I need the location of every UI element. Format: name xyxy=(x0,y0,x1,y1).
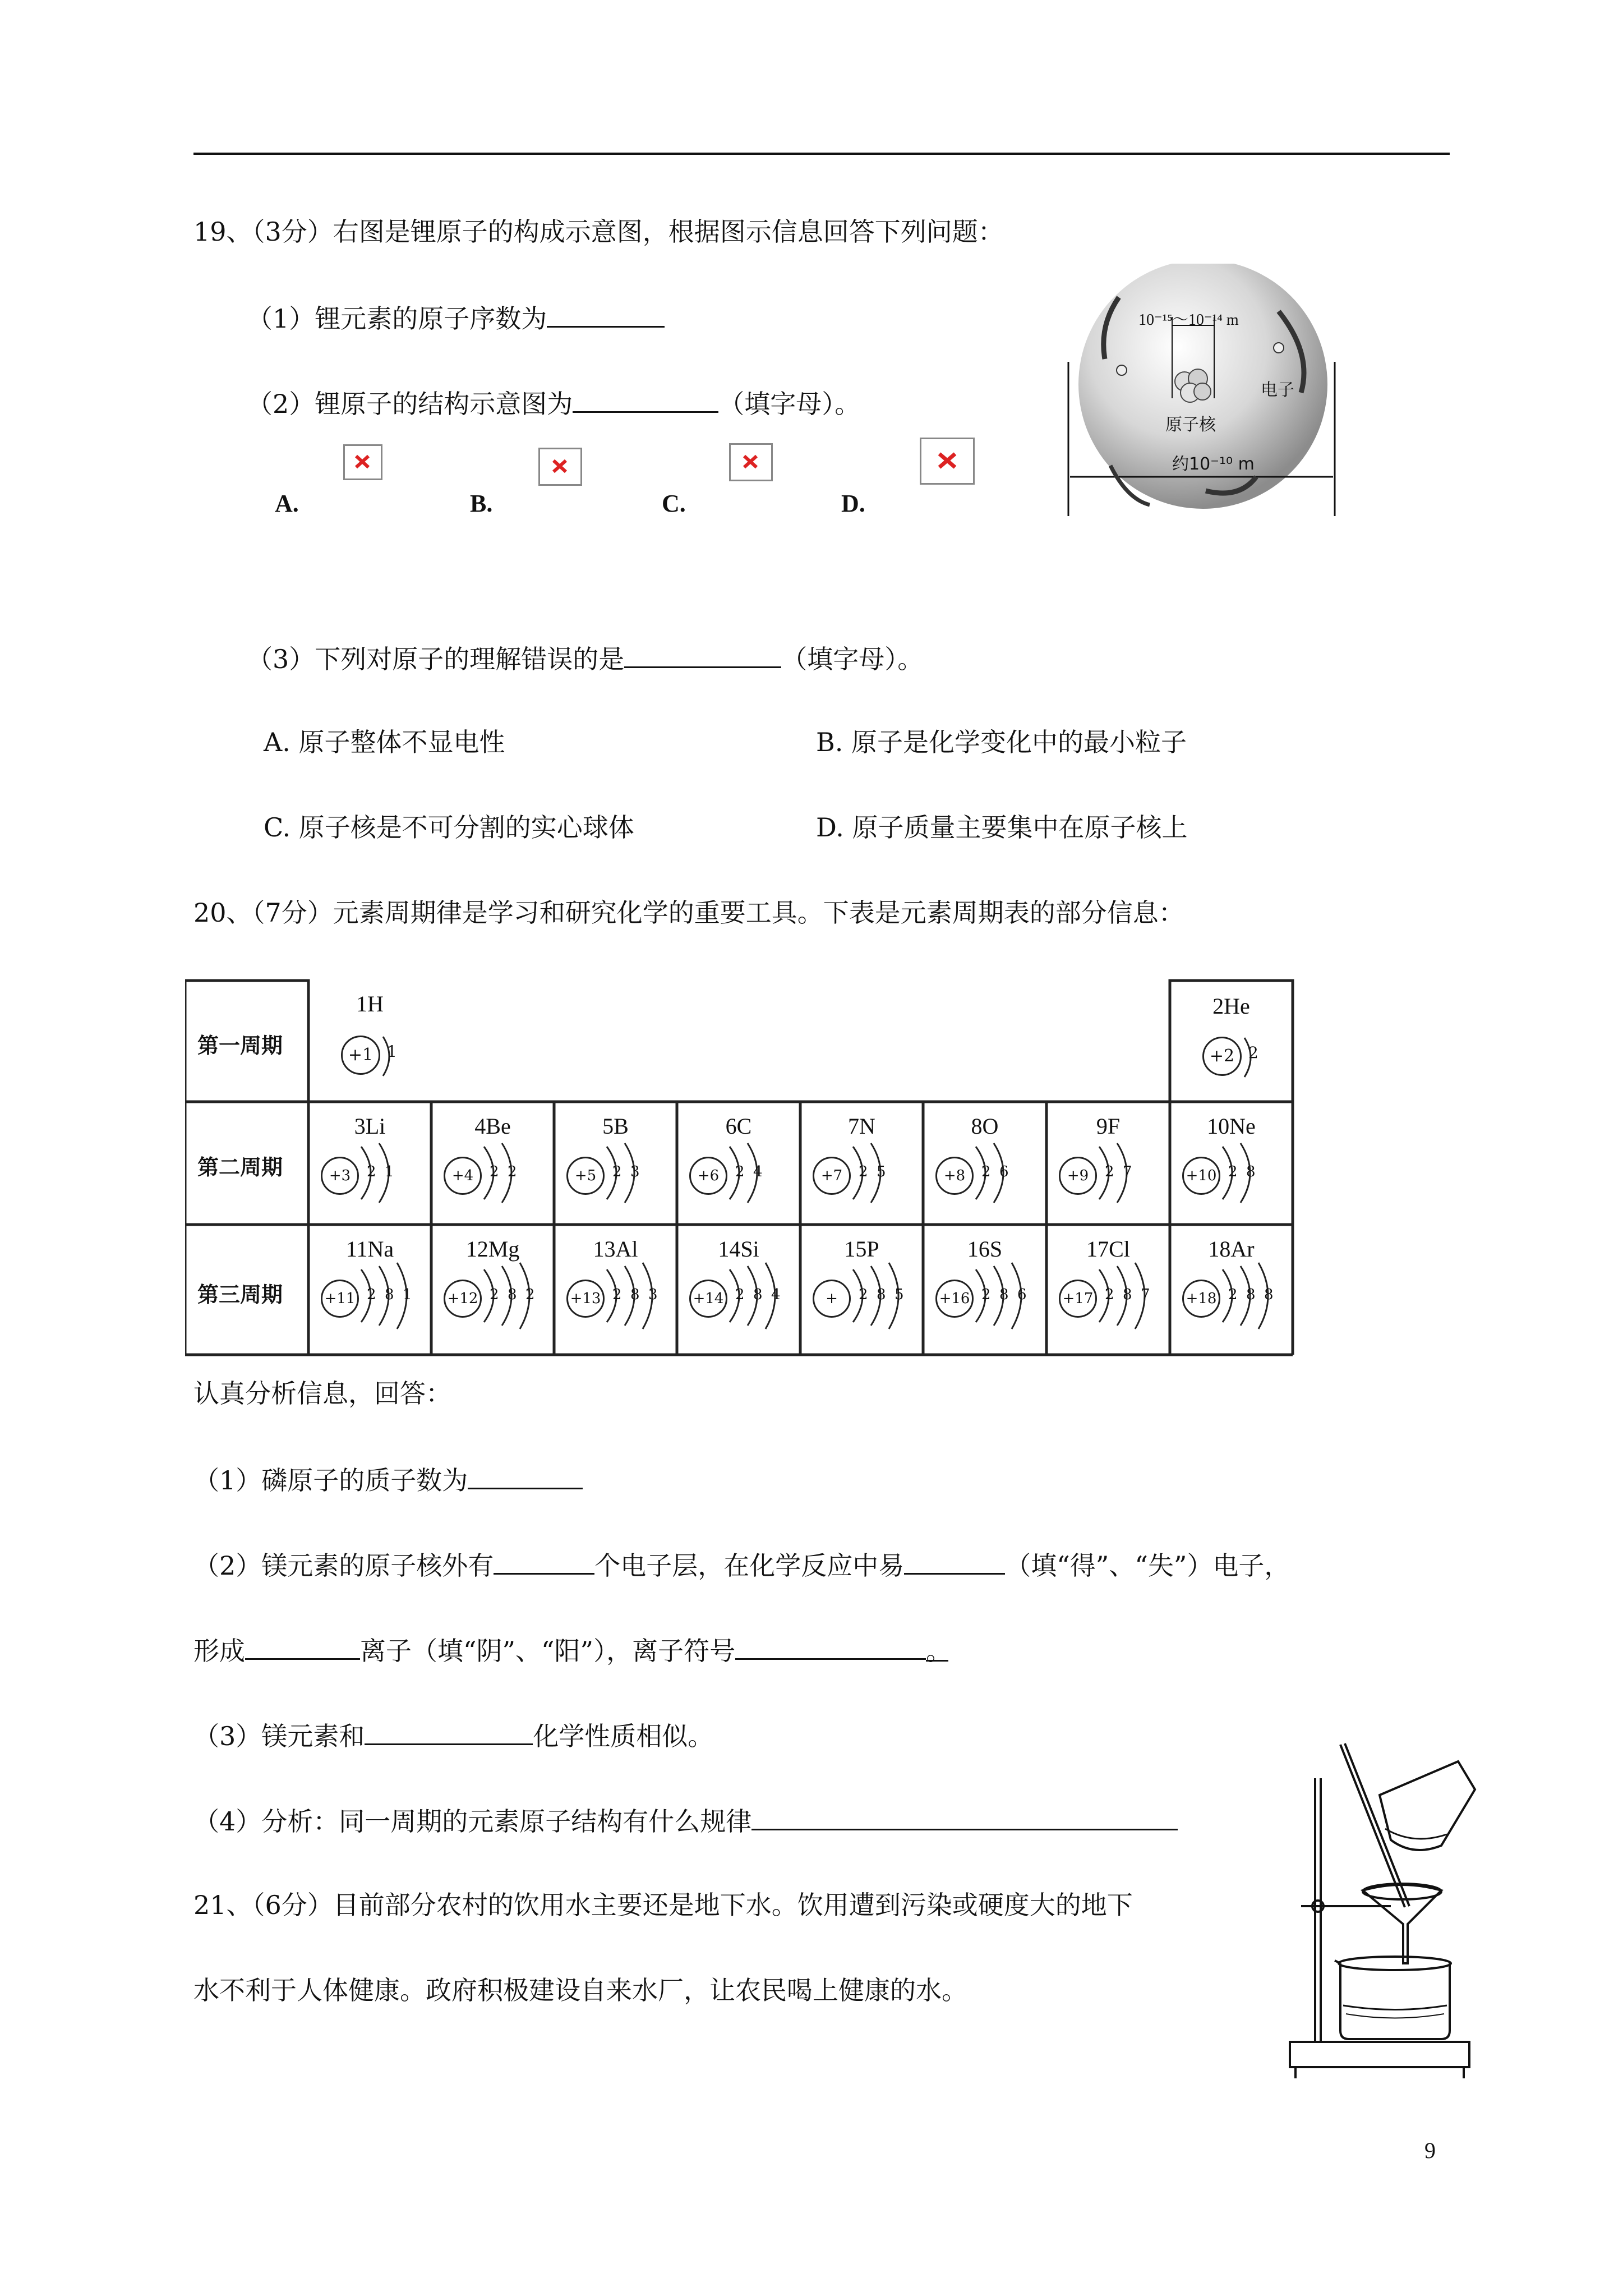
element-cell xyxy=(800,1102,923,1225)
shell-count: 8 xyxy=(508,1286,517,1303)
q20-part2-cont: 形成 离子（填“阴”、“阳”），离子符号 。 xyxy=(193,1632,948,1668)
shell-count: 5 xyxy=(877,1163,886,1180)
element-symbol: 17Cl xyxy=(1086,1236,1130,1262)
shell-count: 3 xyxy=(648,1286,658,1303)
q19-choice-d: D. 原子质量主要集中在原子核上 xyxy=(816,812,1188,843)
row-label-period1: 第一周期 xyxy=(197,1033,283,1058)
shell-count: 2 xyxy=(859,1163,868,1180)
answer-blank[interactable] xyxy=(245,1632,360,1660)
element-symbol: 5B xyxy=(602,1114,629,1139)
element-symbol: 8O xyxy=(971,1114,999,1139)
shell-count: 2 xyxy=(859,1286,868,1303)
answer-blank[interactable] xyxy=(573,385,718,413)
shell-count: 1 xyxy=(403,1286,412,1303)
nucleus-circle: +3 xyxy=(321,1157,359,1195)
shell-count: 2 xyxy=(1228,1286,1238,1303)
element-cell xyxy=(431,1225,554,1355)
shell-count: 7 xyxy=(1141,1286,1150,1303)
q19-choice-c: C. 原子核是不可分割的实心球体 xyxy=(264,812,634,843)
element-symbol: 12Mg xyxy=(465,1236,520,1262)
shell-count: 2 xyxy=(735,1286,745,1303)
nucleus-circle: +11 xyxy=(321,1280,359,1318)
nucleus-circle: +10 xyxy=(1182,1157,1220,1195)
shell-count: 8 xyxy=(753,1286,763,1303)
shell-count: 2 xyxy=(490,1163,499,1180)
element-symbol: 15P xyxy=(844,1236,879,1262)
nucleus-circle: +1 xyxy=(341,1036,380,1075)
nucleus-circle: +2 xyxy=(1202,1037,1242,1076)
shell-count: 2 xyxy=(525,1286,535,1303)
element-cell xyxy=(923,1102,1046,1225)
q21-line2: 水不利于人体健康。政府积极建设自来水厂，让农民喝上健康的水。 xyxy=(193,1975,967,2005)
shell-count: 2 xyxy=(367,1286,376,1303)
element-symbol: 1H xyxy=(356,991,384,1016)
shell-count: 8 xyxy=(877,1286,886,1303)
shell-count: 2 xyxy=(508,1163,517,1180)
period-mark: 。 xyxy=(926,1634,948,1662)
q20-analyze: 认真分析信息，回答： xyxy=(193,1378,451,1409)
answer-blank[interactable] xyxy=(365,1718,533,1745)
shell-count: 4 xyxy=(771,1286,781,1303)
answer-blank[interactable] xyxy=(494,1547,594,1575)
element-symbol: 9F xyxy=(1096,1114,1121,1139)
shell-count: 2 xyxy=(1105,1163,1114,1180)
answer-blank[interactable] xyxy=(735,1632,926,1660)
element-symbol: 6C xyxy=(725,1114,752,1139)
shell-count: 2 xyxy=(367,1163,376,1180)
shell-count: 6 xyxy=(1017,1286,1027,1303)
q19-stem: 19、（3分）右图是锂原子的构成示意图，根据图示信息回答下列问题： xyxy=(193,217,1004,247)
shell-count: 8 xyxy=(1246,1286,1256,1303)
header-rule xyxy=(193,153,1450,155)
shell-count: 8 xyxy=(385,1286,394,1303)
lithium-atom-figure xyxy=(1066,264,1357,527)
answer-blank[interactable] xyxy=(547,300,665,328)
element-cell xyxy=(677,1102,800,1225)
broken-image-icon xyxy=(343,444,382,480)
shell-count: 5 xyxy=(895,1286,904,1303)
element-cell xyxy=(923,1225,1046,1355)
element-symbol: 16S xyxy=(967,1236,1003,1262)
q20-part2: （2）镁元素的原子核外有 个电子层，在化学反应中易 （填“得”、“失”）电子， xyxy=(193,1547,1290,1582)
element-cell-he xyxy=(1170,981,1293,1102)
periodic-table xyxy=(185,979,1307,1360)
element-cell xyxy=(431,1102,554,1225)
shell-count: 2 xyxy=(1105,1286,1114,1303)
broken-image-icon xyxy=(538,448,582,486)
element-symbol: 14Si xyxy=(718,1236,759,1262)
nucleus-circle: +14 xyxy=(689,1280,727,1318)
nucleus-label: 原子核 xyxy=(1165,415,1216,435)
nucleus-circle: +9 xyxy=(1059,1157,1097,1195)
q19-choice-a: A. 原子整体不显电性 xyxy=(264,727,505,757)
shell-count: 2 xyxy=(981,1163,991,1180)
element-symbol: 10Ne xyxy=(1207,1114,1256,1139)
answer-blank[interactable] xyxy=(468,1462,583,1489)
element-cell xyxy=(554,1225,677,1355)
nucleus-circle: +18 xyxy=(1182,1280,1220,1318)
shell-count: 2 xyxy=(981,1286,991,1303)
element-cell xyxy=(800,1225,923,1355)
element-cell xyxy=(1046,1102,1170,1225)
shell-count: 8 xyxy=(1123,1286,1132,1303)
element-cell xyxy=(677,1225,800,1355)
shell-count: 8 xyxy=(999,1286,1009,1303)
element-symbol: 3Li xyxy=(354,1114,386,1139)
nucleus-circle: +8 xyxy=(935,1157,974,1195)
nucleus-size-label: 10⁻¹⁵～10⁻¹⁴ m xyxy=(1138,311,1239,329)
nucleus-circle: +17 xyxy=(1059,1280,1097,1318)
nucleus-circle: +5 xyxy=(566,1157,605,1195)
element-symbol: 11Na xyxy=(345,1236,394,1262)
q20-part1: （1）磷原子的质子数为 xyxy=(193,1462,583,1497)
q19-choice-b: B. 原子是化学变化中的最小粒子 xyxy=(816,727,1187,757)
shell-count: 2 xyxy=(1228,1163,1238,1180)
shell-count: 6 xyxy=(999,1163,1009,1180)
shell-count: 2 xyxy=(735,1163,745,1180)
shell-count: 2 xyxy=(612,1286,622,1303)
page-number: 9 xyxy=(1424,2138,1436,2163)
answer-blank[interactable] xyxy=(904,1547,1005,1575)
shell-count: 2 xyxy=(1248,1043,1258,1062)
element-cell xyxy=(1170,1225,1293,1355)
nucleus-circle: +12 xyxy=(444,1280,482,1318)
shell-count: 4 xyxy=(753,1163,763,1180)
answer-blank[interactable] xyxy=(624,641,781,668)
nucleus-circle: +7 xyxy=(813,1157,851,1195)
nucleus-circle: +4 xyxy=(444,1157,482,1195)
electron-label: 电子 xyxy=(1261,380,1294,400)
row-label-period2: 第二周期 xyxy=(197,1155,283,1180)
answer-blank[interactable] xyxy=(751,1803,1178,1830)
broken-image-icon xyxy=(729,443,773,481)
shell-count: 8 xyxy=(630,1286,640,1303)
element-cell xyxy=(1046,1225,1170,1355)
option-b-label: B. xyxy=(470,490,493,517)
q19-part1: （1）锂元素的原子序数为 xyxy=(247,300,665,335)
element-symbol: 18Ar xyxy=(1208,1236,1255,1262)
q20-part3: （3）镁元素和 化学性质相似。 xyxy=(193,1718,713,1753)
element-symbol: 4Be xyxy=(474,1114,511,1139)
q19-part2: （2）锂原子的结构示意图为 （填字母）。 xyxy=(247,385,860,421)
element-symbol: 2He xyxy=(1212,993,1250,1019)
nucleus-circle: +13 xyxy=(566,1280,605,1318)
element-cell xyxy=(308,1102,431,1225)
shell-count: 2 xyxy=(612,1163,622,1180)
q20-stem: 20、（7分）元素周期律是学习和研究化学的重要工具。下表是元素周期表的部分信息： xyxy=(193,898,1184,928)
element-cell xyxy=(554,1102,677,1225)
q21-line1: 21、（6分）目前部分农村的饮用水主要还是地下水。饮用遭到污染或硬度大的地下 xyxy=(193,1890,1133,1920)
shell-count: 8 xyxy=(1264,1286,1274,1303)
shell-count: 2 xyxy=(490,1286,499,1303)
option-d-label: D. xyxy=(841,490,865,517)
q20-part4: （4）分析：同一周期的元素原子结构有什么规律 xyxy=(193,1803,1178,1838)
nucleus-circle: +16 xyxy=(935,1280,974,1318)
option-c-label: C. xyxy=(662,490,686,517)
element-cell xyxy=(308,1225,431,1355)
element-symbol: 13Al xyxy=(593,1236,638,1262)
element-cell xyxy=(1170,1102,1293,1225)
filtration-apparatus-figure xyxy=(1279,1728,1492,2087)
element-cell-h xyxy=(308,981,431,1102)
option-a-label: A. xyxy=(275,490,299,517)
atom-size-label: 约10⁻¹⁰ m xyxy=(1172,454,1255,474)
shell-count: 8 xyxy=(1246,1163,1256,1180)
row-label-period3: 第三周期 xyxy=(197,1282,283,1307)
broken-image-icon xyxy=(920,438,975,485)
element-symbol: 7N xyxy=(848,1114,875,1139)
shell-count: 1 xyxy=(385,1163,394,1180)
shell-count: 3 xyxy=(630,1163,640,1180)
q19-part3: （3）下列对原子的理解错误的是 （填字母）。 xyxy=(247,641,923,676)
shell-count: 7 xyxy=(1123,1163,1132,1180)
nucleus-circle: +6 xyxy=(689,1157,727,1195)
nucleus-circle: + xyxy=(813,1280,851,1318)
shell-count: 1 xyxy=(387,1042,397,1061)
